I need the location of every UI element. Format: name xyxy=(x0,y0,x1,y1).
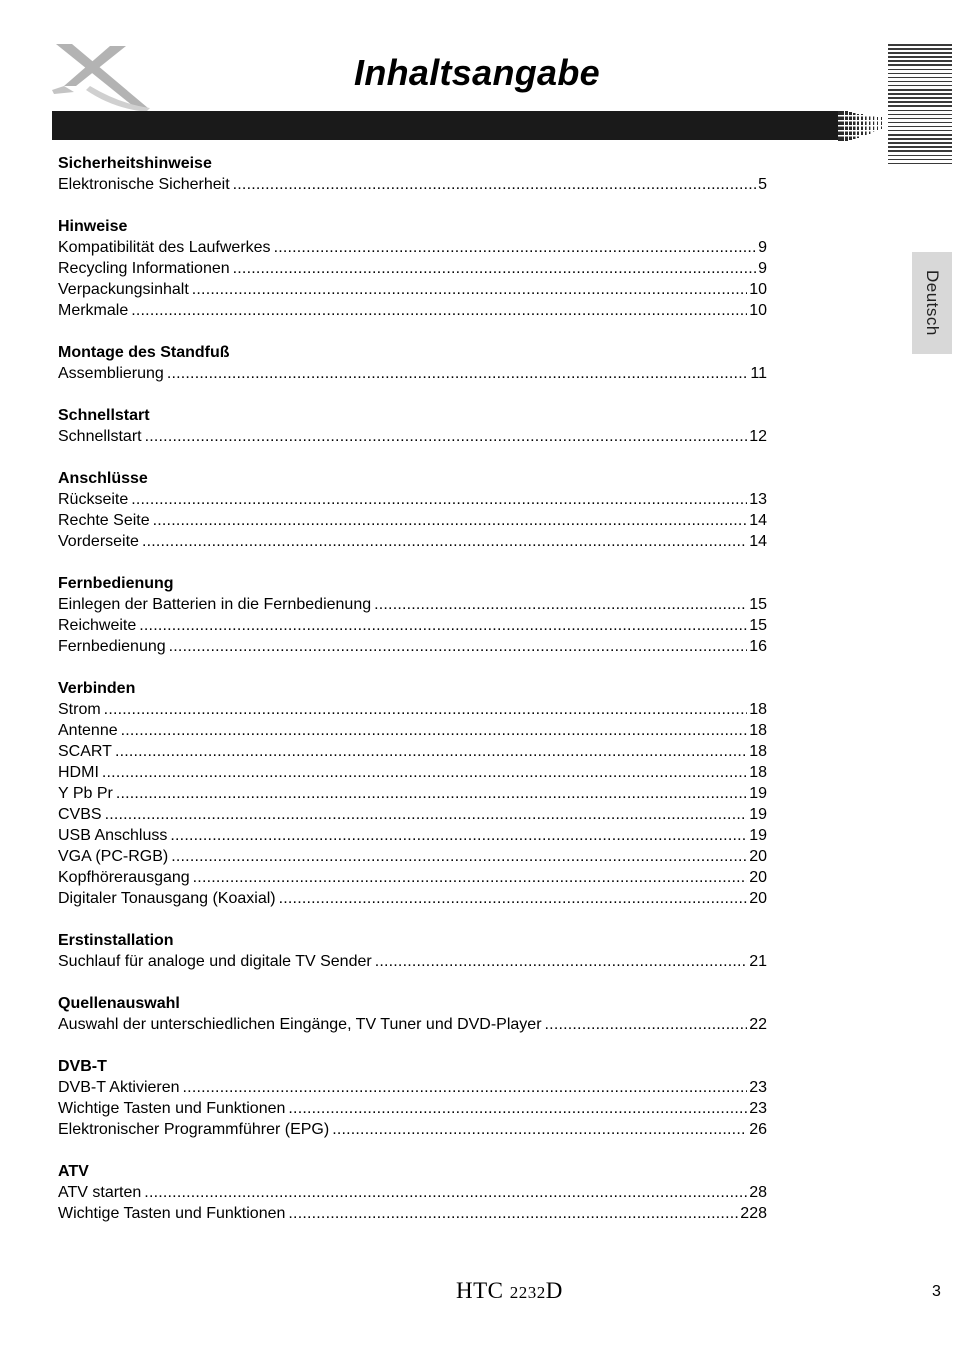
toc-section xyxy=(58,468,767,552)
dot-leader xyxy=(131,300,747,321)
dot-leader xyxy=(288,1098,747,1119)
toc-section xyxy=(58,1056,767,1140)
dot-leader xyxy=(144,1182,747,1203)
toc-section-title: Fernbedienung xyxy=(58,575,174,592)
toc-entry-page: 28 xyxy=(749,1184,767,1201)
toc-entry-label: Elektronischer Programmführer (EPG) xyxy=(58,1121,330,1138)
dot-leader xyxy=(193,867,748,888)
toc-section-title: Quellenauswahl xyxy=(58,995,180,1012)
toc-entry-page: 19 xyxy=(749,827,767,844)
toc-section-title: Anschlüsse xyxy=(58,470,148,487)
toc-entry-label: Rechte Seite xyxy=(58,512,150,529)
toc-entry[interactable] xyxy=(58,531,767,552)
toc-entry-label: Auswahl der unterschiedlichen Eingänge, TV Tuner und DVD-Player xyxy=(58,1016,542,1033)
toc-entry[interactable] xyxy=(58,594,767,615)
toc-entry-label: ATV starten xyxy=(58,1184,142,1201)
toc-entry-label: SCART xyxy=(58,743,112,760)
toc-entry-label: Antenne xyxy=(58,722,118,739)
toc-entry-label: HDMI xyxy=(58,764,99,781)
model-number: 2232 xyxy=(509,1283,546,1302)
toc-entry[interactable] xyxy=(58,720,767,741)
toc-entry-label: Vorderseite xyxy=(58,533,139,550)
toc-entry-label: Einlegen der Batterien in die Fernbedienung xyxy=(58,596,372,613)
toc-entry[interactable] xyxy=(58,1098,767,1119)
toc-entry[interactable] xyxy=(58,867,767,888)
dot-leader xyxy=(192,279,747,300)
toc-entry-page: 228 xyxy=(740,1205,767,1222)
toc-entry[interactable] xyxy=(58,258,767,279)
model-name-main: HTC xyxy=(456,1278,510,1303)
toc-entry-label: Fernbedienung xyxy=(58,638,166,655)
toc-entry-page: 20 xyxy=(749,890,767,907)
toc-entry[interactable] xyxy=(58,636,767,657)
dot-leader xyxy=(139,615,747,636)
dot-leader xyxy=(374,594,747,615)
dot-leader xyxy=(375,951,748,972)
toc-entry-page: 9 xyxy=(758,239,767,256)
toc-entry[interactable] xyxy=(58,1182,767,1203)
toc-entry-page: 18 xyxy=(749,743,767,760)
toc-entry-page: 20 xyxy=(749,848,767,865)
toc-entry[interactable] xyxy=(58,804,767,825)
dot-leader xyxy=(545,1014,748,1035)
toc-section xyxy=(58,573,767,657)
dotted-bar-end-decoration xyxy=(838,110,886,142)
dot-leader xyxy=(233,258,756,279)
toc-section-title: Montage des Standfuß xyxy=(58,344,230,361)
toc-entry-label: Suchlauf für analoge und digitale TV Sender xyxy=(58,953,372,970)
toc-entry-label: Wichtige Tasten und Funktionen xyxy=(58,1205,286,1222)
toc-entry[interactable] xyxy=(58,888,767,909)
model-suffix: D xyxy=(545,1278,563,1303)
toc-section xyxy=(58,153,767,195)
dot-leader xyxy=(105,804,748,825)
toc-section xyxy=(58,993,767,1035)
dot-leader xyxy=(169,636,748,657)
dot-leader xyxy=(153,510,748,531)
toc-entry-label: Assemblierung xyxy=(58,365,164,382)
dot-leader xyxy=(170,825,747,846)
language-tab xyxy=(912,252,952,354)
corner-stripes-decoration xyxy=(888,44,952,172)
dot-leader xyxy=(288,1203,738,1224)
toc-entry-page: 13 xyxy=(749,491,767,508)
toc-entry-page: 23 xyxy=(749,1100,767,1117)
toc-entry[interactable] xyxy=(58,762,767,783)
toc-entry-label: Kompatibilität des Laufwerkes xyxy=(58,239,271,256)
table-of-contents xyxy=(58,153,767,1245)
toc-entry-label: Schnellstart xyxy=(58,428,142,445)
page-title: Inhaltsangabe xyxy=(354,52,600,93)
dot-leader xyxy=(102,762,747,783)
dot-leader xyxy=(116,783,747,804)
toc-entry-page: 16 xyxy=(749,638,767,655)
toc-entry[interactable] xyxy=(58,1014,767,1035)
toc-section-title: ATV xyxy=(58,1163,89,1180)
dot-leader xyxy=(104,699,748,720)
toc-entry-label: Strom xyxy=(58,701,101,718)
toc-entry-page: 5 xyxy=(758,176,767,193)
toc-entry[interactable] xyxy=(58,279,767,300)
toc-entry-page: 18 xyxy=(749,764,767,781)
toc-entry[interactable] xyxy=(58,300,767,321)
page-number: 3 xyxy=(932,1283,941,1300)
toc-entry-label: USB Anschluss xyxy=(58,827,168,844)
toc-entry[interactable] xyxy=(58,426,767,447)
toc-section-title: Hinweise xyxy=(58,218,128,235)
dot-leader xyxy=(274,237,757,258)
toc-section xyxy=(58,216,767,321)
toc-entry-label: Elektronische Sicherheit xyxy=(58,176,230,193)
model-name xyxy=(456,1278,563,1304)
dot-leader xyxy=(115,741,747,762)
toc-section xyxy=(58,405,767,447)
toc-entry[interactable] xyxy=(58,825,767,846)
toc-entry-page: 10 xyxy=(749,302,767,319)
toc-entry-label: Recycling Informationen xyxy=(58,260,230,277)
toc-entry-page: 19 xyxy=(749,785,767,802)
toc-entry-page: 22 xyxy=(749,1016,767,1033)
dot-leader xyxy=(332,1119,747,1140)
toc-section-title: DVB-T xyxy=(58,1058,107,1075)
dot-leader xyxy=(171,846,747,867)
dot-leader xyxy=(233,174,756,195)
toc-entry-page: 14 xyxy=(749,533,767,550)
toc-entry[interactable] xyxy=(58,237,767,258)
dot-leader xyxy=(183,1077,748,1098)
toc-entry-page: 18 xyxy=(749,701,767,718)
toc-entry-label: Kopfhörerausgang xyxy=(58,869,190,886)
toc-entry-page: 26 xyxy=(749,1121,767,1138)
toc-entry-page: 15 xyxy=(749,596,767,613)
toc-entry-page: 12 xyxy=(749,428,767,445)
language-tab-label: Deutsch xyxy=(923,270,942,336)
toc-entry-page: 11 xyxy=(750,365,767,382)
toc-entry-label: VGA (PC-RGB) xyxy=(58,848,169,865)
toc-entry[interactable] xyxy=(58,1203,767,1224)
toc-entry[interactable] xyxy=(58,174,767,195)
toc-entry-page: 20 xyxy=(749,869,767,886)
toc-entry-label: DVB-T Aktivieren xyxy=(58,1079,180,1096)
dot-leader xyxy=(279,888,748,909)
toc-entry[interactable] xyxy=(58,510,767,531)
toc-entry[interactable] xyxy=(58,699,767,720)
toc-entry[interactable] xyxy=(58,615,767,636)
toc-entry-page: 23 xyxy=(749,1079,767,1096)
toc-entry-label: Verpackungsinhalt xyxy=(58,281,189,298)
toc-section xyxy=(58,678,767,909)
toc-entry[interactable] xyxy=(58,783,767,804)
toc-section xyxy=(58,930,767,972)
toc-section xyxy=(58,1161,767,1224)
dot-leader xyxy=(121,720,748,741)
toc-entry[interactable] xyxy=(58,1077,767,1098)
toc-section-title: Sicherheitshinweise xyxy=(58,155,212,172)
toc-entry-label: CVBS xyxy=(58,806,102,823)
toc-entry-label: Digitaler Tonausgang (Koaxial) xyxy=(58,890,276,907)
header-bar xyxy=(52,111,842,140)
toc-entry-label: Merkmale xyxy=(58,302,129,319)
toc-entry[interactable] xyxy=(58,741,767,762)
toc-section xyxy=(58,342,767,384)
toc-entry[interactable] xyxy=(58,846,767,867)
toc-entry-label: Y Pb Pr xyxy=(58,785,113,802)
toc-entry[interactable] xyxy=(58,1119,767,1140)
toc-section-title: Schnellstart xyxy=(58,407,150,424)
toc-entry-label: Wichtige Tasten und Funktionen xyxy=(58,1100,286,1117)
dot-leader xyxy=(142,531,747,552)
toc-entry[interactable] xyxy=(58,951,767,972)
dot-leader xyxy=(131,489,747,510)
toc-entry-page: 10 xyxy=(749,281,767,298)
toc-entry[interactable] xyxy=(58,489,767,510)
toc-entry-label: Reichweite xyxy=(58,617,137,634)
toc-entry-page: 9 xyxy=(758,260,767,277)
toc-entry-label: Rückseite xyxy=(58,491,129,508)
toc-entry-page: 15 xyxy=(749,617,767,634)
toc-entry-page: 14 xyxy=(749,512,767,529)
dot-leader xyxy=(167,363,749,384)
toc-entry[interactable] xyxy=(58,363,767,384)
dot-leader xyxy=(145,426,748,447)
toc-entry-page: 21 xyxy=(749,953,767,970)
toc-entry-page: 19 xyxy=(749,806,767,823)
toc-section-title: Verbinden xyxy=(58,680,136,697)
toc-section-title: Erstinstallation xyxy=(58,932,174,949)
toc-entry-page: 18 xyxy=(749,722,767,739)
